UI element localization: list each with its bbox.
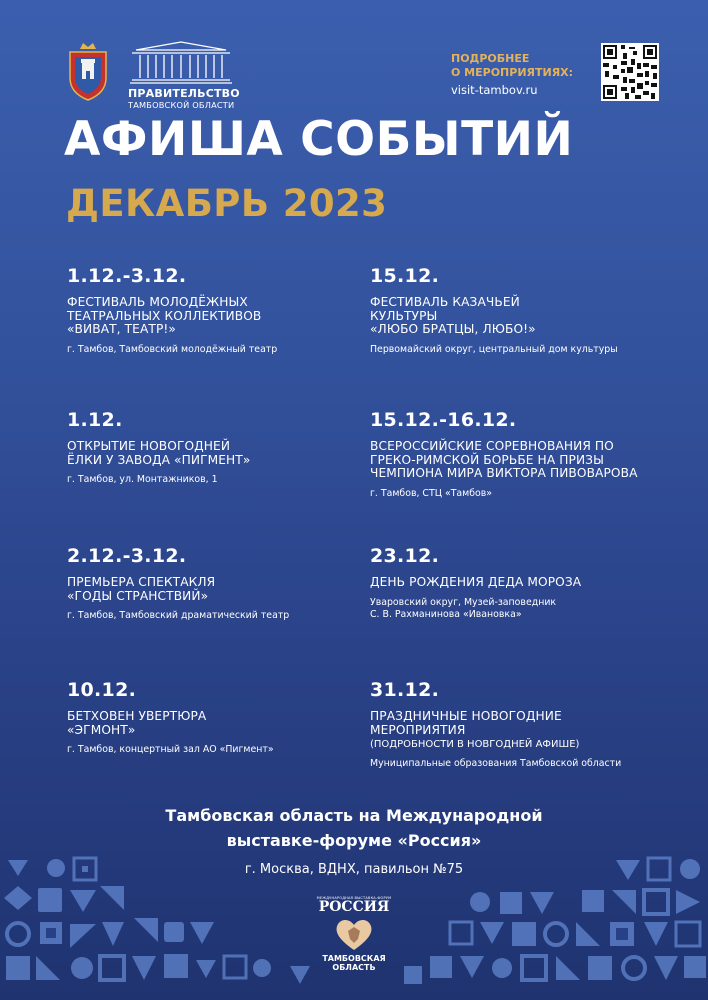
- event-place: Первомайский округ, центральный дом культуры: [370, 343, 618, 355]
- event-date: 15.12.: [370, 265, 440, 287]
- event-date: 2.12.-3.12.: [67, 545, 187, 567]
- russia-forum-logo: [300, 896, 408, 972]
- event-place: г. Тамбов, Тамбовский молодёжный театр: [67, 343, 278, 355]
- event-title: ВСЕРОССИЙСКИЕ СОРЕВНОВАНИЯ ПО ГРЕКО-РИМСКОЙ БОРЬБЕ НА ПРИЗЫ ЧЕМПИОНА МИРА ВИКТОРА ПИВОВАРОВА: [370, 439, 638, 480]
- event-title: ПРАЗДНИЧНЫЕ НОВОГОДНИЕ МЕРОПРИЯТИЯ: [370, 709, 562, 737]
- event-date: 1.12.: [67, 409, 123, 431]
- event-card: [67, 265, 377, 356]
- event-date: 15.12.-16.12.: [370, 409, 517, 431]
- event-title: БЕТХОВЕН УВЕРТЮРА «ЭГМОНТ»: [67, 709, 207, 737]
- event-place: г. Тамбов, СТЦ «Тамбов»: [370, 487, 493, 499]
- event-card: [370, 265, 680, 356]
- forum-name: РОССИЯ: [318, 899, 390, 915]
- coat-of-arms-icon: [66, 43, 110, 101]
- government-title: ПРАВИТЕЛЬСТВО: [128, 87, 240, 100]
- event-title: ФЕСТИВАЛЬ МОЛОДЁЖНЫХ ТЕАТРАЛЬНЫХ КОЛЛЕКТИВОВ «ВИВАТ, ТЕАТР!»: [67, 295, 262, 336]
- heart-logo-icon: [334, 917, 374, 951]
- event-card: [67, 409, 377, 486]
- footer-place: г. Москва, ВДНХ, павильон №75: [244, 862, 464, 877]
- government-subtitle: ТАМБОВСКОЙ ОБЛАСТИ: [128, 100, 235, 110]
- event-card: [370, 409, 680, 500]
- event-title: ПРЕМЬЕРА СПЕКТАКЛЯ «ГОДЫ СТРАНСТВИЙ»: [67, 575, 216, 603]
- footer-title: Тамбовская область на Международной выставке-форуме «Россия»: [165, 806, 543, 850]
- website-link[interactable]: visit-tambov.ru: [451, 83, 538, 97]
- event-note: (ПОДРОБНОСТИ В НОВГОДНЕЙ АФИШЕ): [370, 739, 580, 750]
- government-logo: [128, 40, 240, 110]
- forum-caption: МЕЖДУНАРОДНАЯ ВЫСТАВКА-ФОРУМ: [316, 896, 392, 900]
- more-info-label: ПОДРОБНЕЕ О МЕРОПРИЯТИЯХ:: [451, 52, 574, 79]
- event-place: Муниципальные образования Тамбовской области: [370, 758, 622, 769]
- event-title: ОТКРЫТИЕ НОВОГОДНЕЙ ЁЛКИ У ЗАВОДА «ПИГМЕНТ»: [67, 439, 251, 467]
- event-card: [370, 545, 680, 621]
- event-date: 1.12.-3.12.: [67, 265, 187, 287]
- page-subtitle: ДЕКАБРЬ 2023: [66, 182, 388, 225]
- forum-region: ТАМБОВСКАЯ ОБЛАСТЬ: [322, 954, 386, 972]
- event-date: 31.12.: [370, 679, 440, 701]
- event-card: [67, 679, 377, 756]
- event-place: г. Тамбов, концертный зал АО «Пигмент»: [67, 744, 274, 755]
- event-card: [370, 679, 680, 770]
- event-date: 23.12.: [370, 545, 440, 567]
- event-title: ДЕНЬ РОЖДЕНИЯ ДЕДА МОРОЗА: [370, 575, 582, 589]
- more-info: [451, 52, 591, 97]
- event-place: Уваровский округ, Музей-заповедник С. В. Рахманинова «Ивановка»: [370, 596, 557, 620]
- event-place: г. Тамбов, ул. Монтажников, 1: [67, 474, 218, 485]
- page-title: АФИША СОБЫТИЙ: [64, 112, 574, 167]
- qr-code-icon[interactable]: [601, 43, 659, 101]
- event-card: [67, 545, 377, 622]
- event-title: ФЕСТИВАЛЬ КАЗАЧЬЕЙ КУЛЬТУРЫ «ЛЮБО БРАТЦЫ, ЛЮБО!»: [370, 295, 536, 336]
- government-building-icon: [128, 40, 234, 84]
- event-date: 10.12.: [67, 679, 137, 701]
- event-place: г. Тамбов, Тамбовский драматический театр: [67, 610, 290, 621]
